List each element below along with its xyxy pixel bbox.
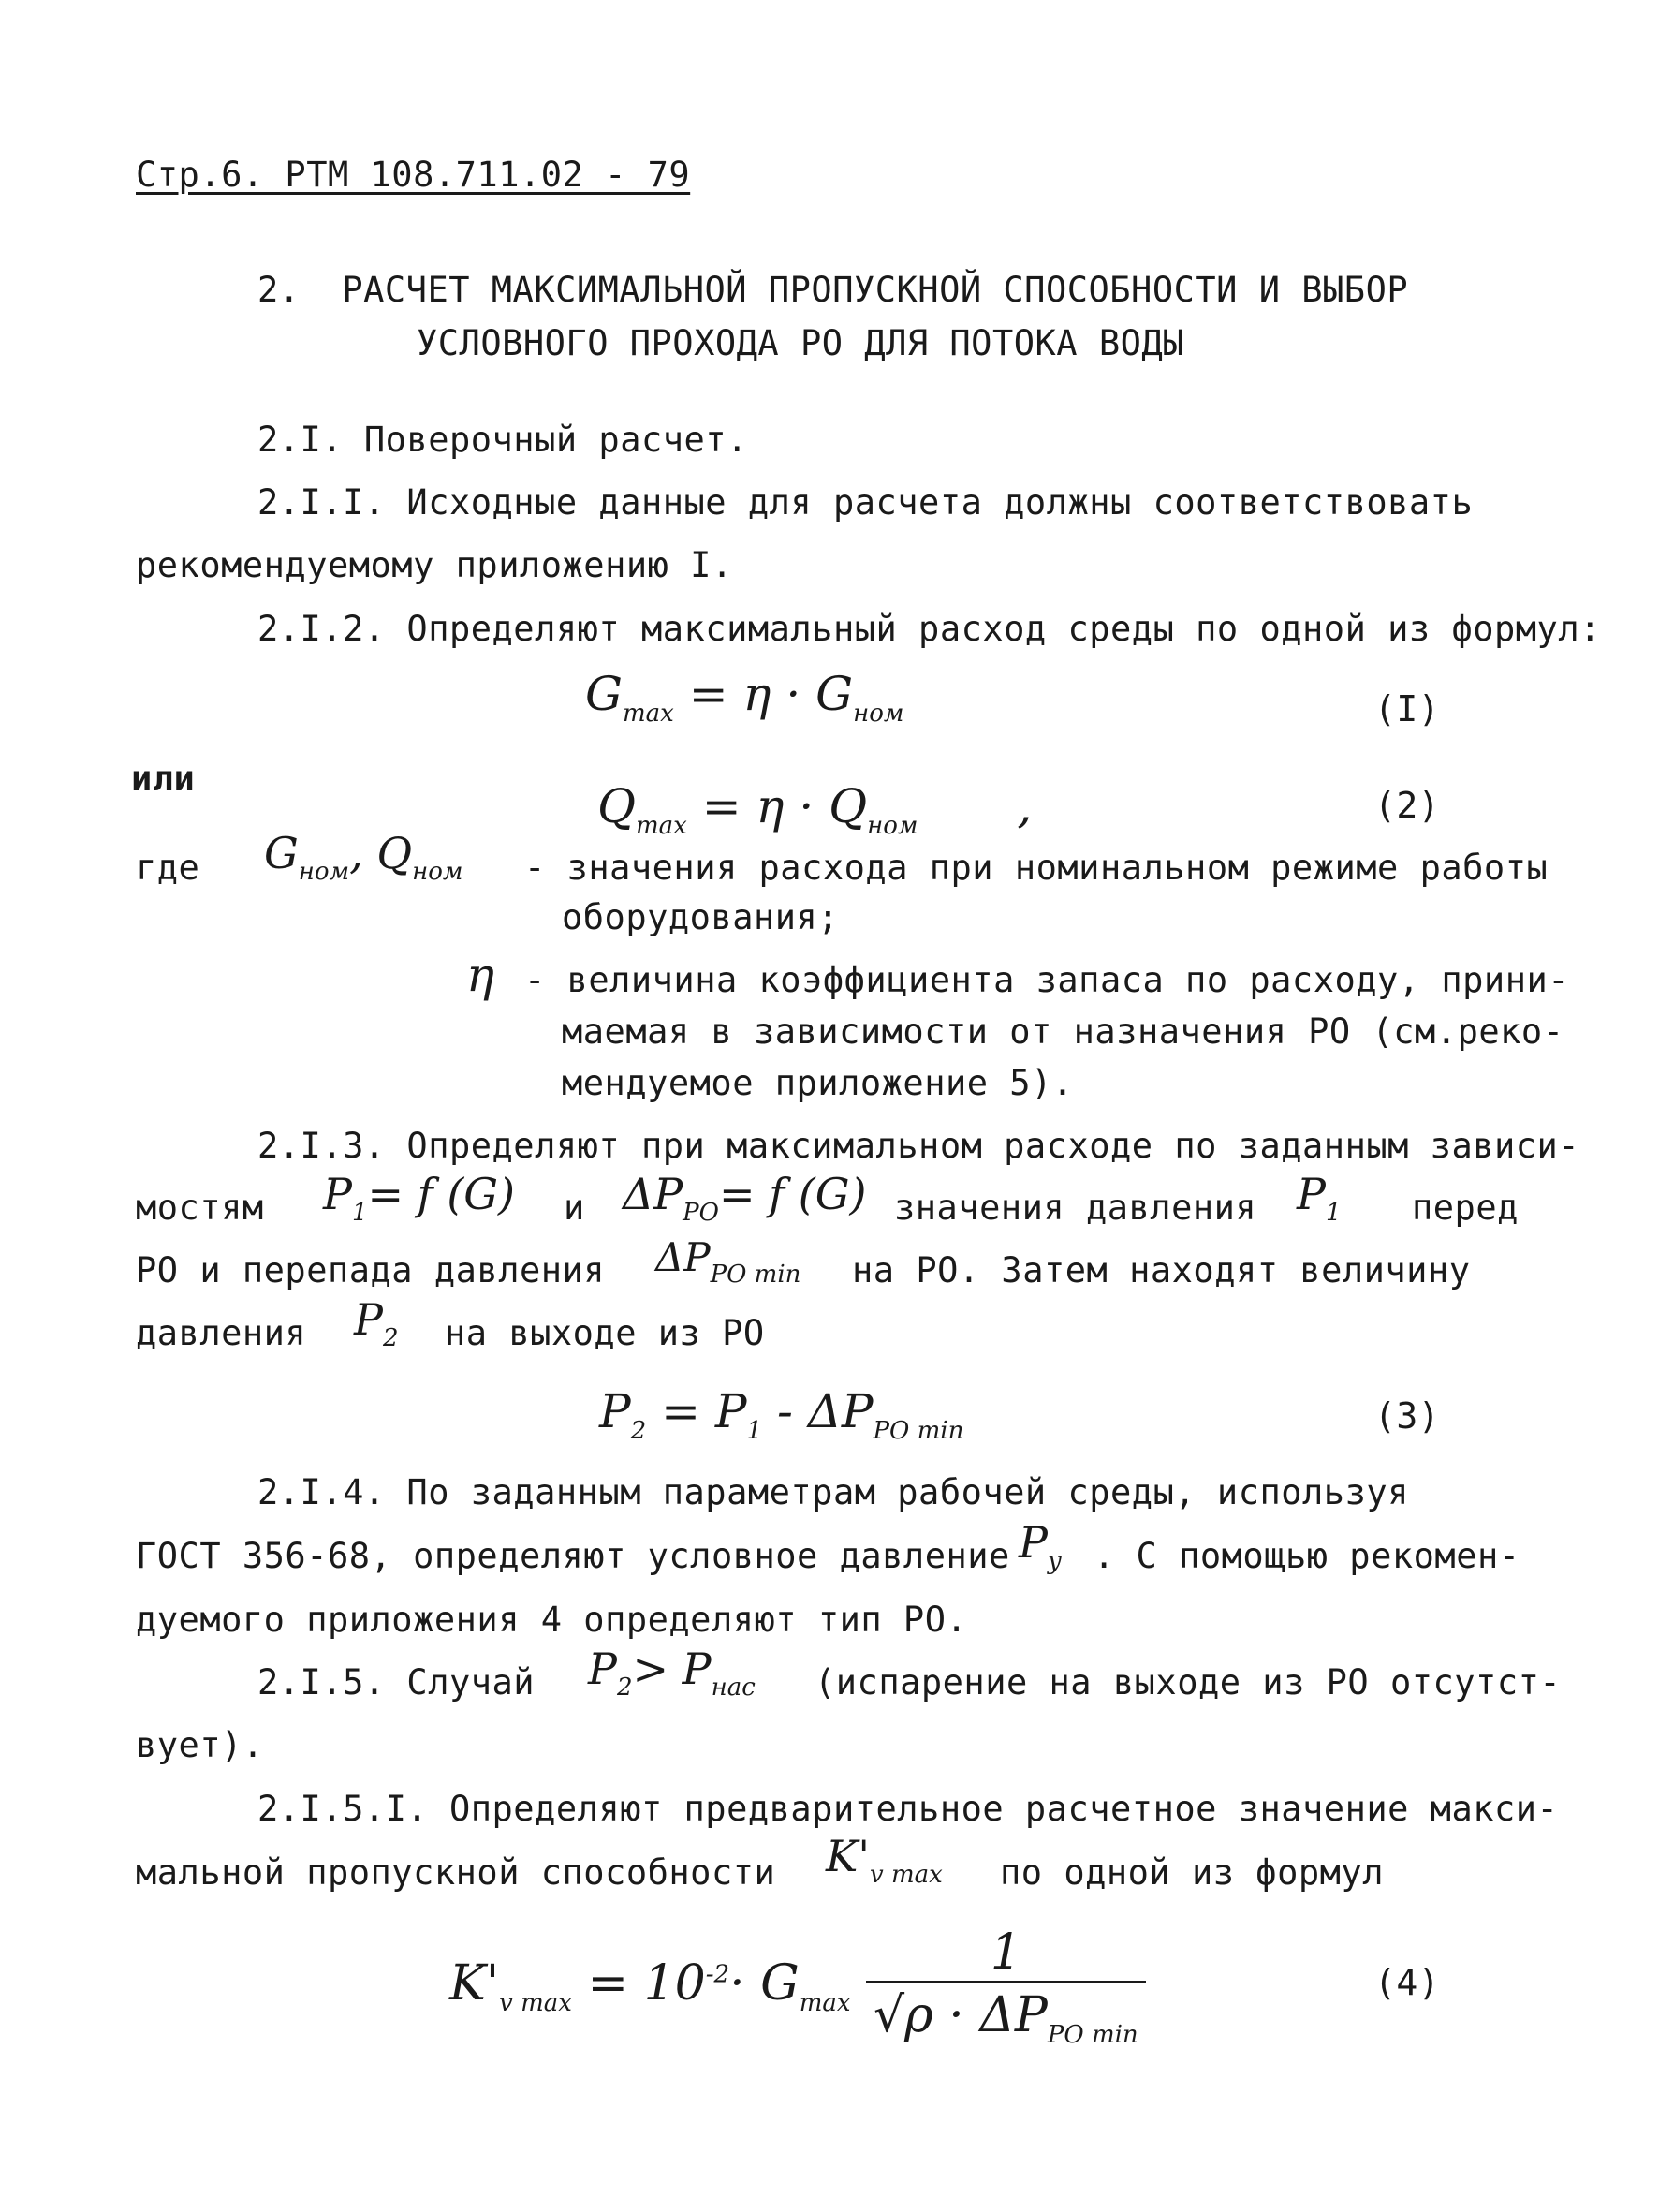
para-2-1-5-1-line2-a: мальной пропускной способности [136, 1852, 776, 1893]
para-2-1-4-line2-a: ГОСТ 356-68, определяют условное давление [136, 1536, 1010, 1576]
para-2-1-3-line4-b: на выходе из РО [445, 1313, 765, 1353]
para-2-1-4-line2-b: . С помощью рекомен- [1094, 1536, 1520, 1576]
where-label: где [136, 848, 200, 888]
para-2-1-1-line2: рекомендуемому приложению I. [136, 545, 733, 585]
symbol-py: $P_у$ [1019, 1517, 1063, 1575]
fraction-denominator: $√\rho \cdot \Delta P_{РО min}$ [866, 1981, 1146, 2049]
equation-4-number: (4) [1374, 1962, 1441, 2003]
conjunction-ili: или [131, 759, 196, 799]
condition-p2-gt-pnas: $P_2> P_{нас}$ [588, 1644, 756, 1702]
conjunction-i: и [564, 1187, 585, 1228]
symbol-dp-min: $\Delta P_{РО min}$ [655, 1234, 801, 1289]
section-title [257, 270, 1408, 310]
para-2-1-3-line3-b: на РО. Затем находят величину [852, 1250, 1471, 1290]
para-2-1-4-line1: 2.I.4. По заданным параметрам рабочей среды, используя [257, 1472, 1409, 1512]
para-2-1-3-line3-a: РО и перепада давления [136, 1250, 606, 1290]
relation-p1: $P_1= f$ (G) [323, 1169, 515, 1227]
symbol-p2: $P_2$ [354, 1294, 399, 1352]
where-def2-line2: маемая в зависимости от назначения РО (см.реко- [562, 1011, 1564, 1052]
section-number: 2. [257, 270, 301, 310]
equation-1-number: (I) [1374, 688, 1441, 730]
para-2-1-5-line1-a: 2.I.5. Случай [257, 1662, 536, 1703]
relation-dp: $\Delta P_{РО}= f$ (G) [623, 1169, 867, 1227]
equation-3: $P_2 = P_1 - \Delta P_{РО min}$ [599, 1384, 964, 1445]
fraction-numerator: 1 [990, 1924, 1021, 1981]
where-symbol-eta: η [466, 948, 494, 1002]
para-2-1-3-line2: мостям [136, 1187, 264, 1228]
where-def2-line3: мендуемое приложение 5). [562, 1063, 1074, 1103]
equation-4-fraction [866, 1924, 1146, 2049]
para-2-1-1-line1: 2.I.I. Исходные данные для расчета должны соответствовать [257, 482, 1474, 523]
where-def2-line1: - величина коэффициента запаса по расходу, прини- [524, 960, 1570, 1000]
para-2-1-2-line1: 2.I.2. Определяют максимальный расход среды по одной из формул: [257, 609, 1601, 649]
para-2-1-3-line2-c: перед [1412, 1187, 1519, 1228]
equation-4: $K'_{v max} = 10^{-2}\cdot G_{max}$ $\frac{1}{√\rho \cdot \Delta P_{РО min}}$ [449, 1924, 1146, 2049]
para-2-1-4-line3: дуемого приложения 4 определяют тип РО. [136, 1600, 968, 1640]
section-title-line2: УСЛОВНОГО ПРОХОДА РО ДЛЯ ПОТОКА ВОДЫ [417, 323, 1184, 363]
equation-2: $Q_{max} = \eta \cdot Q_{ном}$ , [597, 779, 1033, 840]
para-2-1: 2.I. Поверочный расчет. [257, 420, 748, 460]
equation-3-number: (3) [1374, 1395, 1441, 1437]
symbol-kv-max: $K'_{v max}$ [826, 1831, 943, 1889]
equation-2-number: (2) [1374, 785, 1441, 826]
para-2-1-5-1-line1: 2.I.5.I. Определяют предварительное расчетное значение макси- [257, 1789, 1559, 1829]
para-2-1-3-line2-b: значения давления [894, 1187, 1257, 1228]
equation-1: $G_{max} = \eta \cdot G_{ном}$ [585, 667, 904, 728]
running-head [136, 155, 690, 195]
para-2-1-3-line4-a: давления [136, 1313, 307, 1353]
where-def1-line2: оборудования; [562, 897, 840, 937]
section-title-line1: РАСЧЕТ МАКСИМАЛЬНОЙ ПРОПУСКНОЙ СПОСОБНОСТИ И ВЫБОР [342, 270, 1409, 310]
para-2-1-5-1-line2-b: по одной из формул [1000, 1852, 1384, 1893]
running-head-text: Стр.6. РТМ 108.711.02 - 79 [136, 155, 691, 195]
symbol-p1: $P_1$ [1297, 1169, 1342, 1227]
where-def1-line1: - значения расхода при номинальном режиме работы [524, 848, 1549, 888]
para-2-1-5-line1-b: (испарение на выходе из РО отсутст- [815, 1662, 1562, 1703]
para-2-1-3-line1: 2.I.3. Определяют при максимальном расходе по заданным зависи- [257, 1126, 1580, 1166]
para-2-1-5-line2: вует). [136, 1725, 264, 1765]
where-symbols: $G_{ном}$, $Q_{ном}$ [264, 828, 463, 886]
